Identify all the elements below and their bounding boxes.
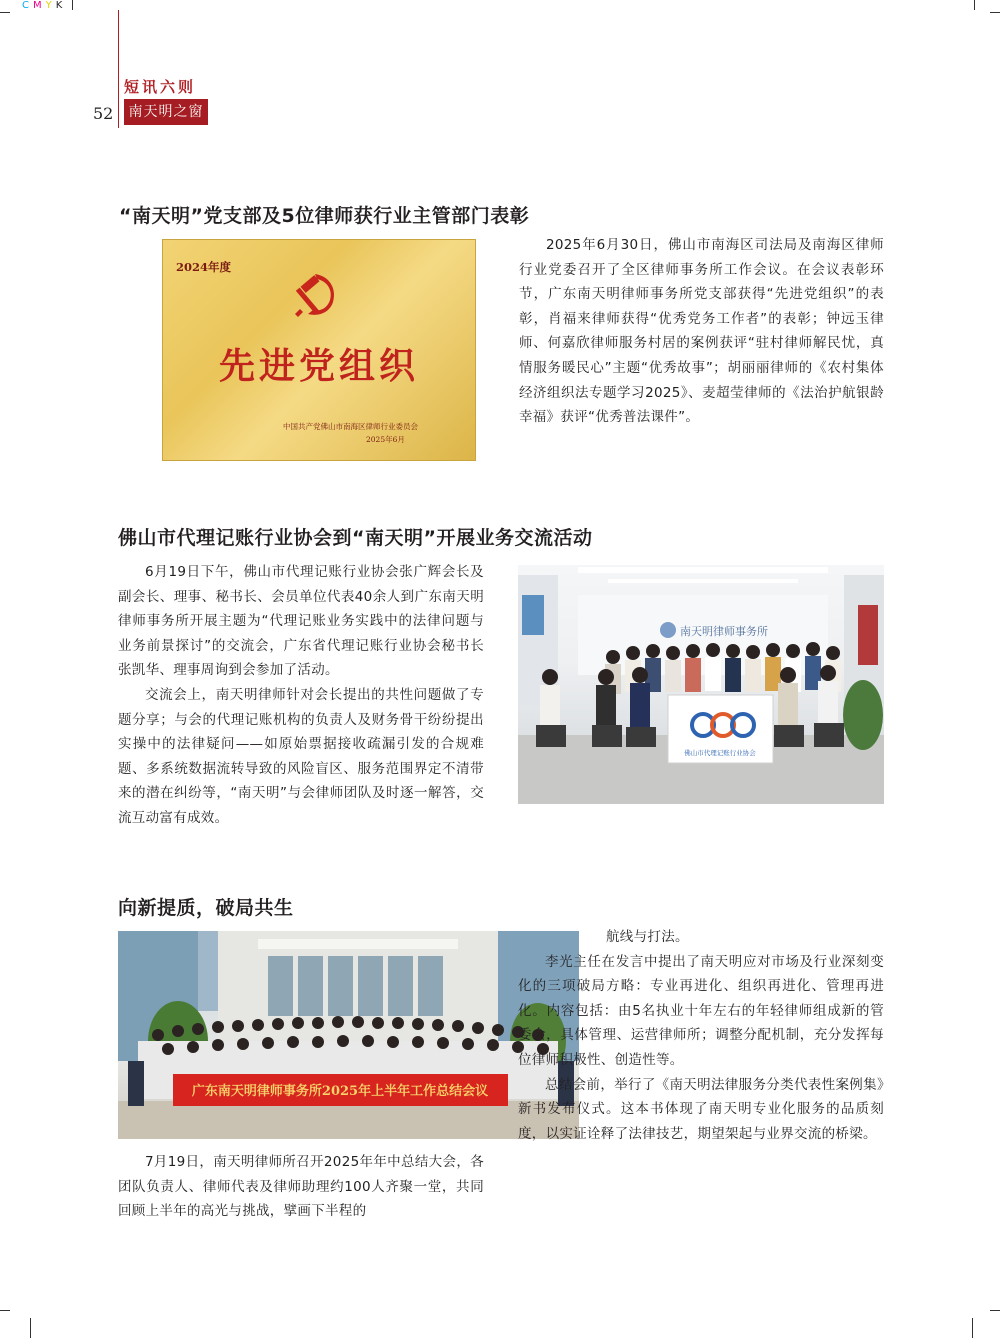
- crop-mark: [0, 12, 10, 13]
- cmyk-y: Y: [45, 0, 56, 11]
- paragraph-continuation: 航线与打法。: [606, 929, 689, 945]
- plaque-organization: 中国共产党佛山市南海区律师行业委员会: [283, 422, 418, 431]
- banner-text: 佛山市代理记账行业协会: [684, 749, 756, 757]
- article-body-left: [118, 1150, 484, 1224]
- cmyk-c: C: [22, 0, 33, 11]
- paragraph: 总结会前，举行了《南天明法律服务分类代表性案例集》新书发布仪式。这本书体现了南天明专业化服务的品质刻度，以实证诠释了法律技艺，期望架起与业界交流的桥梁。: [518, 1076, 884, 1142]
- crop-mark: [0, 1310, 10, 1311]
- crop-mark: [72, 0, 73, 10]
- column-tag: 南天明之窗: [124, 99, 208, 125]
- plaque-date: 2025年6月: [366, 435, 405, 444]
- page-number: 52: [93, 104, 114, 123]
- crop-mark: [30, 1318, 31, 1338]
- article-body-right: [518, 925, 884, 1146]
- plaque-year: 2024年度: [176, 260, 232, 274]
- article-body: [519, 233, 884, 430]
- photo-banner-text: 广东南天明律师事务所2025年上半年工作总结会议: [191, 1084, 489, 1099]
- paragraph: 李光主任在发言中提出了南天明应对市场及行业深刻变化的三项破局方略：专业再进化、组织再进化、管理再进化。内容包括：由5名执业十年左右的年轻律师组成新的管委会，具体管理、运营律师所；调整分配机制，充分发挥每位律师积极性、创造性等。: [518, 953, 884, 1068]
- crop-mark: [972, 1318, 973, 1338]
- group-photo-office-illustration: [518, 565, 884, 804]
- hammer-sickle-icon: [289, 270, 341, 320]
- article-title: 向新提质，破局共生: [118, 897, 294, 919]
- cmyk-k: K: [55, 0, 67, 11]
- group-photo-building-illustration: [118, 931, 579, 1139]
- paragraph: 2025年6月30日，佛山市南海区司法局及南海区律师行业党委召开了全区律师事务所工作会议。在会议表彰环节，广东南天明律师事务所党支部获得“先进党组织”的表彰，肖福来律师获得“优秀党务工作者”的表彰；钟远玉律师、何嘉欣律师服务村居的案例获评“驻村律师解民忧，真情服务暖民心”主题“优秀故事”；胡丽丽律师的《农村集体经济组织法专题学习2025》、麦超莹律师的《法治护航银龄幸福》获评“优秀普法课件”。: [519, 237, 884, 426]
- article-title: “南天明”党支部及5位律师获行业主管部门表彰: [119, 205, 530, 227]
- award-plaque: [162, 239, 476, 461]
- header-rule: [118, 10, 119, 128]
- crop-mark: [990, 1310, 1000, 1311]
- cmyk-registration: [22, 0, 66, 11]
- wall-sign: 南天明律师事务所: [680, 625, 768, 638]
- paragraph: 6月19日下午，佛山市代理记账行业协会张广辉会长及副会长、理事、秘书长、会员单位代表40余人到广东南天明律师事务所开展主题为“代理记账业务实践中的法律问题与业务前景探讨”的交流会，广东省代理记账行业协会秘书长张凯华、理事周询到会参加了活动。: [118, 564, 484, 679]
- plaque-title: 先进党组织: [218, 345, 419, 387]
- group-photo-building: [118, 931, 579, 1139]
- paragraph: 7月19日，南天明律师所召开2025年年中总结大会，各团队负责人、律师代表及律师助理约100人齐聚一堂，共同回顾上半年的高光与挑战，擘画下半程的: [118, 1154, 484, 1220]
- crop-mark: [974, 0, 975, 10]
- article-title: 佛山市代理记账行业协会到“南天明”开展业务交流活动: [118, 527, 593, 549]
- cmyk-m: M: [32, 0, 46, 11]
- article-body: [118, 560, 484, 831]
- section-label: 短讯六则: [124, 78, 197, 96]
- crop-mark: [990, 12, 1000, 13]
- group-photo-office: [518, 565, 884, 804]
- paragraph: 交流会上，南天明律师针对会长提出的共性问题做了专题分享；与会的代理记账机构的负责人及财务骨干纷纷提出实操中的法律疑问——如原始票据接收疏漏引发的合规难题、多系统数据流转导致的风险盲区、服务范围界定不清带来的潜在纠纷等，“南天明”与会律师团队及时逐一解答，交流互动富有成效。: [118, 686, 484, 826]
